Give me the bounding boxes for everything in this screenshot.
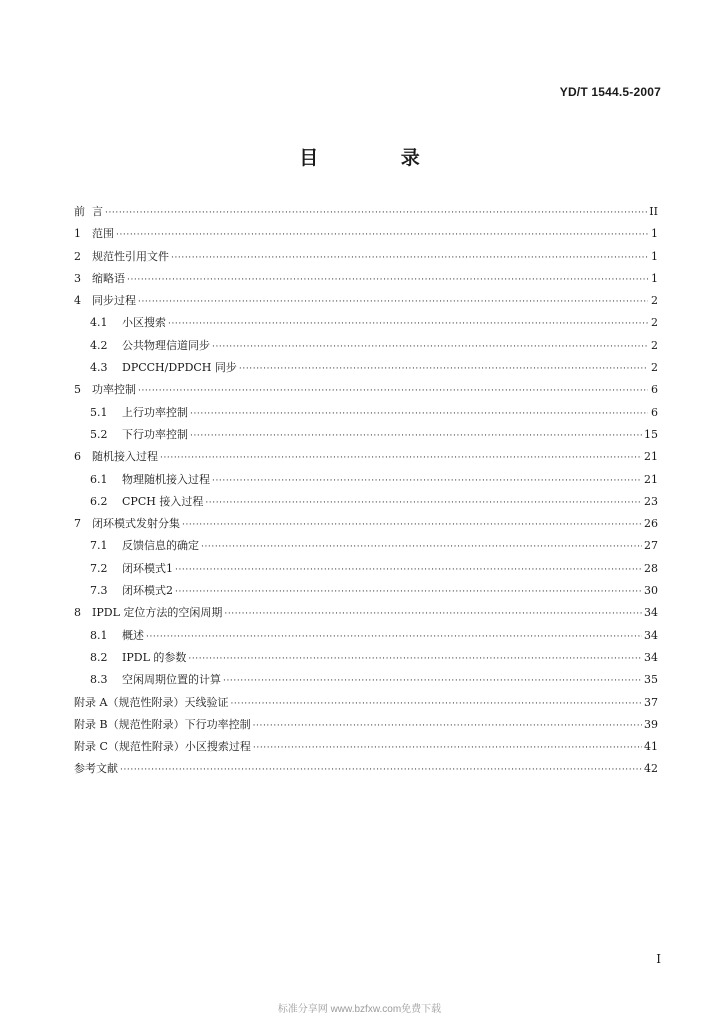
toc-entry-label: 附录 A（规范性附录）天线验证 [74,695,229,709]
toc-entry-page: 34 [644,628,658,642]
toc-entry-page: 2 [651,294,658,308]
toc-entry[interactable] [74,402,658,424]
toc-entry-number: 1 [74,227,81,241]
toc-leader-dots [212,336,648,358]
toc-entry-label: 功率控制 [92,383,136,397]
toc-entry-page: 39 [644,717,658,731]
toc-entry-label: 闭环模式1 [122,561,173,575]
toc-entry[interactable] [74,736,658,758]
toc-leader-dots [182,514,642,536]
toc-entry-page: 27 [644,539,658,553]
toc-entry-number: 6.1 [90,472,108,486]
toc-entry-number: 4 [74,294,81,308]
toc-leader-dots [201,536,642,558]
toc-leader-dots [253,715,642,737]
toc-entry-number: 8.3 [90,673,108,687]
toc-entry-number: 7.1 [90,539,108,553]
toc-leader-dots [105,202,647,224]
toc-entry-label: 下行功率控制 [122,427,188,441]
toc-entry-number: 5.1 [90,405,108,419]
toc-entry-label: 言 [92,205,103,218]
toc-entry[interactable] [74,469,658,491]
toc-entry-page: 34 [644,650,658,664]
toc-leader-dots [239,358,648,380]
toc-entry-label: 闭环模式2 [122,584,173,598]
toc-leader-dots [190,403,648,425]
toc-entry-page: 2 [651,361,658,375]
toc-entry-label: 概述 [122,628,144,642]
toc-entry-page: 23 [644,494,658,508]
toc-leader-dots [138,380,648,402]
toc-entry-page: 37 [644,695,658,709]
toc-entry-number: 8.2 [90,650,108,664]
toc-entry[interactable] [74,625,658,647]
toc-entry-number: 5 [74,383,81,397]
toc-entry-label: 随机接入过程 [92,450,158,464]
toc-entry-page: 21 [644,450,658,464]
toc-entry-number: 4.3 [90,361,108,375]
toc-leader-dots [224,603,642,625]
toc-entry-label: 闭环模式发射分集 [92,517,180,531]
toc-entry-number: 4.1 [90,316,108,330]
toc-entry-label: 缩略语 [92,271,125,285]
toc-entry-label: 规范性引用文件 [92,249,169,263]
toc-entry-label: DPCCH/DPDCH 同步 [122,361,237,375]
toc-entry-page: II [649,205,658,218]
toc-entry-number: 4.2 [90,338,108,352]
toc-entry-page: 26 [644,517,658,531]
watermark: 标准分享网 www.bzfxw.com免费下载 [277,1004,442,1015]
toc-leader-dots [175,559,642,581]
toc-entry[interactable] [74,201,658,223]
toc-leader-dots [190,425,642,447]
toc-leader-dots [212,470,642,492]
toc-entry[interactable] [74,357,658,379]
toc-entry-page: 21 [644,472,658,486]
toc-leader-dots [205,492,642,514]
toc-leader-dots [120,759,642,781]
toc-entry[interactable] [74,491,658,513]
toc-entry-page: 2 [651,338,658,352]
toc-entry[interactable] [74,424,658,446]
toc-leader-dots [223,670,642,692]
toc-entry-label: 小区搜索 [122,316,166,330]
toc-entry[interactable] [74,647,658,669]
toc-entry-label: 同步过程 [92,294,136,308]
toc-entry-page: 41 [644,740,658,754]
toc-entry[interactable] [74,692,658,714]
toc-entry[interactable] [74,513,658,535]
toc-entry-page: 1 [651,227,658,241]
toc-entry-number: 2 [74,249,81,263]
toc-entry-label: 公共物理信道同步 [122,338,210,352]
toc-entry[interactable] [74,558,658,580]
toc-entry-label: 物理随机接入过程 [122,472,210,486]
toc-leader-dots [116,224,648,246]
toc-entry-page: 42 [644,762,658,776]
toc-leader-dots [171,247,648,269]
toc-entry-page: 6 [651,405,658,419]
toc-leader-dots [188,648,642,670]
toc-entry[interactable] [74,312,658,334]
toc-entry-number: 6 [74,450,81,464]
toc-entry-number: 7.3 [90,584,108,598]
toc-entry-page: 34 [644,606,658,620]
toc-leader-dots [175,581,642,603]
toc-entry[interactable] [74,714,658,736]
toc-entry[interactable] [74,290,658,312]
toc-entry[interactable] [74,268,658,290]
toc-entry-number: 3 [74,271,81,285]
toc-entry-page: 1 [651,271,658,285]
toc-leader-dots [253,737,642,759]
toc-entry[interactable] [74,580,658,602]
toc-entry[interactable] [74,379,658,401]
toc-entry-label: 附录 C（规范性附录）小区搜索过程 [74,740,251,754]
toc-entry-page: 2 [651,316,658,330]
toc-entry-page: 15 [644,427,658,441]
toc-entry[interactable] [74,669,658,691]
toc-entry-number: 6.2 [90,494,108,508]
toc-entry[interactable] [74,758,658,780]
toc-leader-dots [146,626,642,648]
toc-entry[interactable] [74,446,658,468]
toc-entry-page: 28 [644,561,658,575]
toc-leader-dots [138,291,648,313]
toc-entry-label: IPDL 定位方法的空闲周期 [92,606,223,620]
toc-entry-number: 7 [74,517,81,531]
toc-entry-number: 8.1 [90,628,108,642]
toc-entry-label: 参考文献 [74,762,118,776]
toc-entry-page: 35 [644,673,658,687]
toc-entry-label: 空闲周期位置的计算 [122,673,221,687]
toc-entry-number: 5.2 [90,427,108,441]
toc-entry-label: 范围 [92,227,114,241]
toc-leader-dots [160,447,642,469]
toc-entry-number: 前 [74,205,85,218]
toc-leader-dots [127,269,648,291]
toc-leader-dots [168,313,648,335]
toc-entry-number: 7.2 [90,561,108,575]
toc-entry[interactable] [74,246,658,268]
toc-entry-page: 6 [651,383,658,397]
standard-number: YD/T 1544.5-2007 [559,85,661,99]
toc-entry-label: CPCH 接入过程 [122,494,204,508]
toc-entry[interactable] [74,535,658,557]
toc-leader-dots [230,693,642,715]
toc-entry[interactable] [74,223,658,245]
page-title: 目 录 [299,147,458,169]
toc-entry-label: 上行功率控制 [122,405,188,419]
toc-entry[interactable] [74,335,658,357]
toc-entry[interactable] [74,602,658,624]
page-number: I [656,952,661,966]
toc-entry-label: 附录 B（规范性附录）下行功率控制 [74,717,251,731]
toc-entry-number: 8 [74,606,81,620]
toc-entry-page: 30 [644,584,658,598]
toc-entry-label: 反馈信息的确定 [122,539,199,553]
toc-entry-label: IPDL 的参数 [122,650,187,664]
table-of-contents [74,201,658,781]
toc-entry-page: 1 [651,249,658,263]
